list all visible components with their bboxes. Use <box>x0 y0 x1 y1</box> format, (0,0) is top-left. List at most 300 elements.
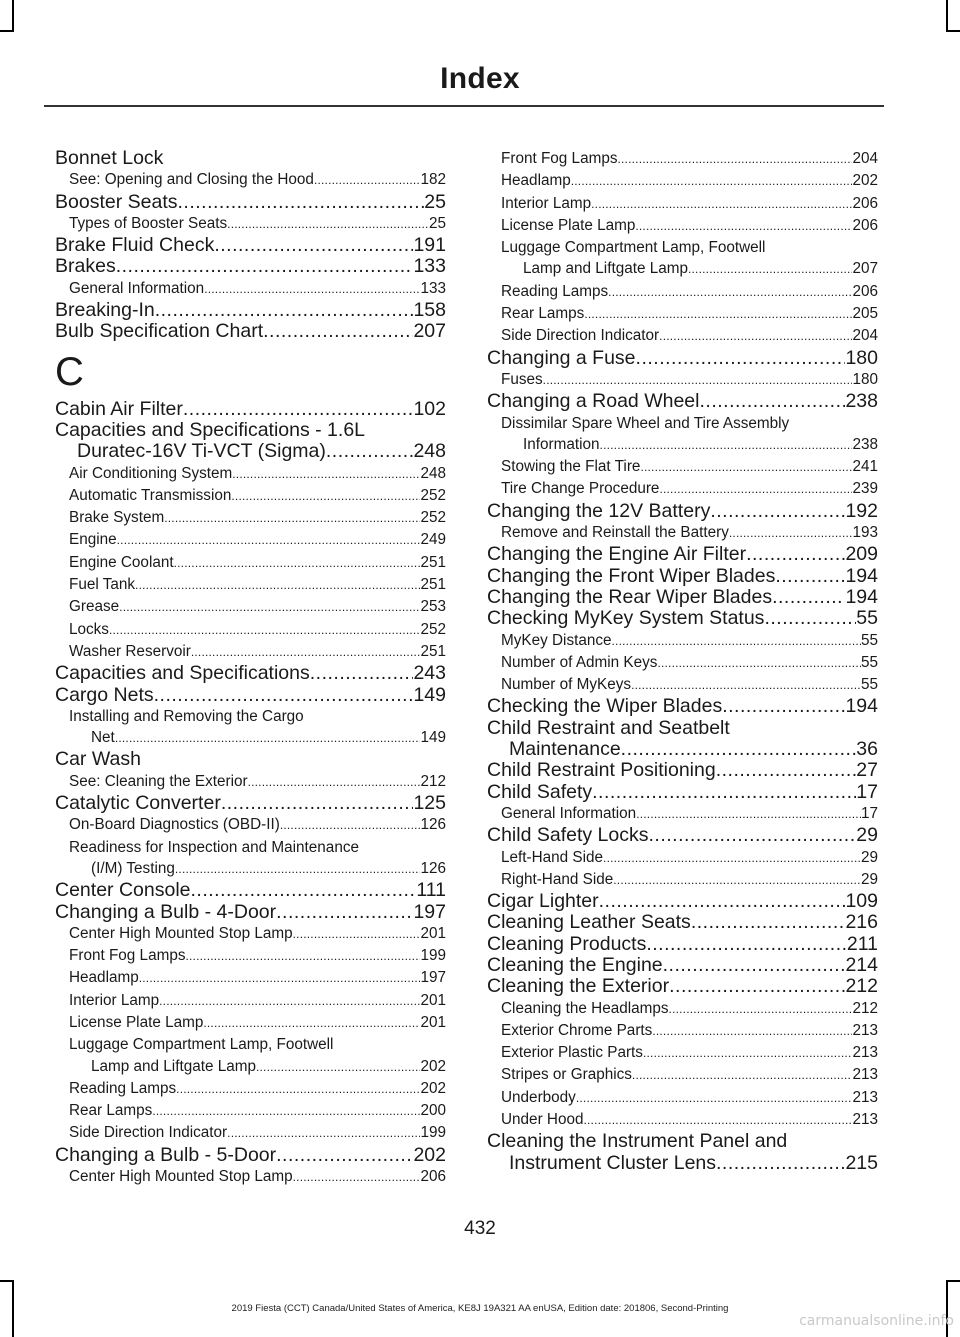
page-reference[interactable]: 29 <box>860 848 878 866</box>
dot-leader <box>310 663 414 684</box>
dot-leader <box>571 171 853 192</box>
dot-leader <box>688 259 852 280</box>
entry-label: Child Safety <box>487 780 593 803</box>
page-title: Index <box>440 62 520 95</box>
page-reference[interactable]: 199 <box>420 1124 446 1142</box>
entry-label: Reading Lamps <box>69 1079 177 1097</box>
page-reference[interactable]: 55 <box>856 607 878 630</box>
index-subentry[interactable] <box>55 945 446 967</box>
dot-leader <box>599 891 846 912</box>
page-reference[interactable]: 55 <box>860 631 878 649</box>
dot-leader <box>232 464 420 485</box>
page-reference[interactable]: 213 <box>852 1021 878 1039</box>
page-reference[interactable]: 249 <box>420 531 446 549</box>
index-subentry[interactable] <box>55 1122 446 1144</box>
page-reference[interactable]: 214 <box>845 953 878 976</box>
index-subentry[interactable] <box>487 1087 878 1109</box>
page-reference[interactable]: 204 <box>852 150 878 167</box>
index-entry[interactable] <box>55 321 446 342</box>
dot-leader <box>775 566 845 587</box>
entry-label: Changing the Engine Air Filter <box>487 543 747 566</box>
dot-leader <box>191 880 417 901</box>
entry-label: Changing a Bulb - 5-Door <box>55 1143 277 1166</box>
entry-label: Checking MyKey System Status <box>487 607 765 630</box>
dot-leader <box>617 149 852 170</box>
dot-leader <box>154 685 414 706</box>
page-reference[interactable]: 36 <box>856 738 878 761</box>
page-reference[interactable]: 205 <box>852 305 878 323</box>
index-subentry[interactable] <box>55 771 446 793</box>
dot-leader <box>185 946 420 967</box>
page-reference[interactable]: 182 <box>420 171 446 189</box>
page-reference[interactable]: 202 <box>420 1079 446 1097</box>
entry-label: On-Board Diagnostics (OBD-II) <box>69 816 280 834</box>
index-entry[interactable] <box>55 685 446 706</box>
dot-leader <box>293 1167 421 1188</box>
entry-label: Maintenance <box>509 738 621 761</box>
dot-leader <box>221 793 414 814</box>
page-reference[interactable]: 27 <box>856 759 878 782</box>
entry-label: Locks <box>69 620 109 638</box>
entry-label: Information <box>523 435 600 453</box>
entry-label: Checking the Wiper Blades <box>487 695 723 718</box>
index-subentry[interactable] <box>55 278 446 300</box>
entry-label: Catalytic Converter <box>55 792 221 815</box>
index-subentry[interactable] <box>487 803 878 825</box>
page-reference[interactable]: 238 <box>852 435 878 453</box>
dot-leader <box>214 235 413 256</box>
index-subentry[interactable] <box>487 847 878 869</box>
index-subentry[interactable] <box>55 1166 446 1188</box>
page-reference[interactable]: 207 <box>852 260 878 278</box>
index-subentry[interactable] <box>55 1078 446 1100</box>
dot-leader <box>659 326 852 347</box>
dot-leader <box>643 1043 853 1064</box>
dot-leader <box>608 282 852 303</box>
entry-label: Bonnet Lock <box>55 147 164 169</box>
entry-label: Installing and Removing the Cargo <box>69 707 304 725</box>
index-subentry[interactable] <box>55 619 446 641</box>
page-reference[interactable]: 211 <box>846 932 878 955</box>
dot-leader <box>256 1057 420 1078</box>
entry-label: Rear Lamps <box>501 305 585 323</box>
dot-leader <box>276 1145 413 1166</box>
entry-label: Front Fog Lamps <box>69 947 186 965</box>
dot-leader <box>204 279 420 300</box>
entry-label: Grease <box>69 598 120 616</box>
index-entry[interactable] <box>487 501 878 522</box>
index-entry[interactable] <box>55 880 446 901</box>
index-subentry[interactable] <box>487 170 878 192</box>
index-entry[interactable] <box>55 192 446 213</box>
index-subentry[interactable] <box>55 213 446 235</box>
entry-label: Cleaning the Instrument Panel and <box>487 1130 788 1153</box>
footer-edition-info: 2019 Fiesta (CCT) Canada/United States of America, KE8J 19A321 AA enUSA, Edition date: 201806, Second-Printing <box>231 1303 729 1314</box>
index-subentry[interactable] <box>487 148 878 170</box>
dot-leader <box>722 696 845 717</box>
page-reference[interactable]: 102 <box>413 397 446 420</box>
index-subentry[interactable] <box>487 325 878 347</box>
index-subentry[interactable] <box>487 369 878 391</box>
page-reference[interactable]: 194 <box>845 585 878 608</box>
dot-leader <box>631 675 861 696</box>
index-subentry[interactable] <box>55 1100 446 1122</box>
page-reference[interactable]: 133 <box>413 255 446 278</box>
crop-mark-bottom-right-h <box>946 1280 960 1282</box>
index-subentry[interactable] <box>487 1064 878 1086</box>
index-entry[interactable] <box>487 587 878 608</box>
index-subentry[interactable] <box>55 641 446 663</box>
page-reference[interactable]: 199 <box>420 947 446 965</box>
crop-mark-top-right-h <box>946 30 960 32</box>
index-subentry[interactable] <box>487 630 878 652</box>
index-subentry[interactable] <box>55 923 446 945</box>
dot-leader <box>164 508 420 529</box>
index-subentry[interactable] <box>55 574 446 596</box>
dot-leader <box>612 631 861 652</box>
entry-label: Brakes <box>55 255 116 278</box>
index-entry[interactable] <box>55 256 446 277</box>
index-subentry[interactable] <box>55 485 446 507</box>
entry-label: Fuses <box>501 370 543 388</box>
page-reference[interactable]: 251 <box>420 553 446 571</box>
index-entry[interactable] <box>487 782 878 803</box>
index-entry[interactable] <box>55 399 446 420</box>
dot-leader <box>576 1088 853 1109</box>
entry-label: Changing the Front Wiper Blades <box>487 564 776 587</box>
page-reference[interactable]: 238 <box>845 390 878 413</box>
index-subentry[interactable] <box>487 215 878 237</box>
index-subentry[interactable] <box>487 478 878 500</box>
page-reference[interactable]: 191 <box>413 234 446 257</box>
index-entry[interactable] <box>487 955 878 976</box>
page-reference[interactable]: 29 <box>856 824 878 847</box>
index-entry[interactable] <box>487 912 878 933</box>
index-entry[interactable] <box>487 718 878 761</box>
dot-leader <box>248 772 421 793</box>
entry-label: Center High Mounted Stop Lamp <box>69 1168 293 1186</box>
page-reference[interactable]: 158 <box>413 299 446 322</box>
index-subentry[interactable] <box>487 1109 878 1131</box>
dot-leader <box>183 399 414 420</box>
dot-leader <box>293 924 421 945</box>
page-reference[interactable]: 55 <box>860 676 878 694</box>
page-reference[interactable]: 111 <box>416 879 446 902</box>
entry-label: Reading Lamps <box>501 282 609 300</box>
dot-leader <box>117 530 421 551</box>
page-reference[interactable]: 212 <box>420 772 446 790</box>
entry-label: Tire Change Procedure <box>501 480 660 498</box>
page-reference[interactable]: 253 <box>420 598 446 616</box>
page-reference[interactable]: 206 <box>852 216 878 234</box>
page-reference[interactable]: 239 <box>852 480 878 498</box>
index-subentry[interactable] <box>55 169 446 191</box>
index-entry[interactable] <box>487 608 878 629</box>
index-subentry[interactable] <box>487 193 878 215</box>
page-reference[interactable]: 213 <box>852 1044 878 1062</box>
dot-leader <box>657 653 861 674</box>
page-reference[interactable]: 204 <box>852 327 878 345</box>
index-subentry[interactable] <box>55 529 446 551</box>
entry-label: Car Wash <box>55 748 141 771</box>
index-column-left <box>55 148 446 1188</box>
index-subentry[interactable] <box>55 1012 446 1034</box>
page-reference[interactable]: 207 <box>413 320 446 343</box>
dot-leader <box>135 575 420 596</box>
page-reference[interactable]: 251 <box>420 642 446 660</box>
entry-label: Engine <box>69 531 117 549</box>
dot-leader <box>326 441 414 462</box>
page-reference[interactable]: 149 <box>413 683 446 706</box>
index-entry[interactable] <box>487 825 878 846</box>
page-reference[interactable]: 126 <box>420 816 446 834</box>
entry-label: Luggage Compartment Lamp, Footwell <box>501 239 766 257</box>
dot-leader <box>159 991 420 1012</box>
dot-leader <box>119 597 420 618</box>
page-reference[interactable]: 215 <box>845 1151 878 1174</box>
dot-leader <box>591 194 852 215</box>
dot-leader <box>699 391 845 412</box>
index-subentry[interactable] <box>55 814 446 836</box>
page-reference[interactable]: 213 <box>852 1088 878 1106</box>
dot-leader <box>635 216 852 237</box>
entry-label: Air Conditioning System <box>69 464 233 482</box>
index-subentry[interactable] <box>487 1020 878 1042</box>
page-reference[interactable]: 252 <box>420 509 446 527</box>
index-entry[interactable] <box>55 420 446 463</box>
page-reference[interactable]: 252 <box>420 620 446 638</box>
entry-label: Interior Lamp <box>69 991 160 1009</box>
dot-leader <box>583 1110 852 1131</box>
page-reference[interactable]: 241 <box>852 458 878 476</box>
entry-label: Front Fog Lamps <box>501 150 618 167</box>
index-column-right <box>487 148 878 1174</box>
page-reference[interactable]: 149 <box>420 729 446 747</box>
dot-leader <box>652 1021 852 1042</box>
entry-label: Brake System <box>69 509 165 527</box>
entry-label: Center High Mounted Stop Lamp <box>69 924 293 942</box>
page-reference[interactable]: 197 <box>420 969 446 987</box>
index-subentry[interactable] <box>55 990 446 1012</box>
page-reference[interactable]: 201 <box>420 991 446 1009</box>
entry-label: Child Restraint Positioning <box>487 759 716 782</box>
index-entry[interactable] <box>55 902 446 923</box>
index-subentry[interactable] <box>55 967 446 989</box>
index-subentry[interactable] <box>487 652 878 674</box>
entry-label: Luggage Compartment Lamp, Footwell <box>69 1036 334 1054</box>
index-entry[interactable] <box>487 760 878 781</box>
dot-leader <box>669 976 845 997</box>
dot-leader <box>746 544 845 565</box>
page-reference[interactable]: 201 <box>420 1013 446 1031</box>
dot-leader <box>772 587 845 608</box>
index-subentry[interactable] <box>487 237 878 281</box>
dot-leader <box>636 804 861 825</box>
crop-mark-top-right <box>946 0 948 32</box>
index-subentry[interactable] <box>487 456 878 478</box>
page-number: 432 <box>464 1218 496 1239</box>
index-entry[interactable] <box>55 793 446 814</box>
index-subentry[interactable] <box>55 706 446 750</box>
entry-label: Capacities and Specifications <box>55 662 310 685</box>
entry-label: Stripes or Graphics <box>501 1066 632 1084</box>
page-reference[interactable]: 194 <box>845 695 878 718</box>
entry-label: Headlamp <box>501 172 571 190</box>
page-reference[interactable]: 251 <box>420 576 446 594</box>
page-reference[interactable]: 206 <box>852 282 878 300</box>
index-subentry[interactable] <box>55 552 446 574</box>
entry-label: Exterior Chrome Parts <box>501 1021 653 1039</box>
entry-label: Exterior Plastic Parts <box>501 1044 643 1062</box>
index-subentry[interactable] <box>487 281 878 303</box>
entry-label: Cleaning Products <box>487 932 647 955</box>
page-reference[interactable]: 192 <box>845 499 878 522</box>
index-entry[interactable] <box>487 976 878 997</box>
entry-label: Cabin Air Filter <box>55 397 183 420</box>
page-reference[interactable]: 17 <box>856 780 878 803</box>
entry-label: Engine Coolant <box>69 553 174 571</box>
index-entry[interactable] <box>55 300 446 321</box>
entry-label: Washer Reservoir <box>69 642 191 660</box>
entry-label: Lamp and Liftgate Lamp <box>91 1057 256 1075</box>
page-reference[interactable]: 202 <box>420 1057 446 1075</box>
index-subentry[interactable] <box>487 674 878 696</box>
page-reference[interactable]: 213 <box>852 1111 878 1129</box>
index-subentry[interactable] <box>55 837 446 881</box>
entry-label: Lamp and Liftgate Lamp <box>523 260 688 278</box>
entry-label: Number of Admin Keys <box>501 653 658 671</box>
entry-label: Automatic Transmission <box>69 486 232 504</box>
index-entry[interactable] <box>487 934 878 955</box>
page-reference[interactable]: 200 <box>420 1102 446 1120</box>
dot-leader <box>603 848 861 869</box>
dot-leader <box>176 1079 420 1100</box>
index-entry[interactable] <box>487 544 878 565</box>
index-entry[interactable] <box>55 1145 446 1166</box>
dot-leader <box>649 825 857 846</box>
entry-label: Side Direction Indicator <box>501 327 660 345</box>
page-reference[interactable]: 126 <box>420 859 446 877</box>
entry-label: Changing the Rear Wiper Blades <box>487 585 773 608</box>
index-entry[interactable] <box>487 891 878 912</box>
page-reference[interactable]: 193 <box>852 524 878 542</box>
page-reference[interactable]: 197 <box>413 900 446 923</box>
entry-label: Under Hood <box>501 1111 584 1129</box>
page-reference[interactable]: 109 <box>845 890 878 913</box>
dot-leader <box>632 1065 853 1086</box>
header-divider <box>44 105 884 107</box>
page-reference[interactable]: 194 <box>845 564 878 587</box>
dot-leader <box>543 370 853 391</box>
index-entry[interactable] <box>55 148 446 169</box>
entry-label: Cigar Lighter <box>487 890 599 913</box>
crop-mark-top-left <box>12 0 14 32</box>
dot-leader <box>109 620 421 641</box>
entry-label: Capacities and Specifications - 1.6L <box>55 418 366 441</box>
page-reference[interactable]: 202 <box>413 1143 446 1166</box>
dot-leader <box>716 1153 845 1174</box>
page-reference[interactable]: 180 <box>852 370 878 388</box>
dot-leader <box>191 642 421 663</box>
page-reference[interactable]: 206 <box>852 194 878 212</box>
entry-label: Stowing the Flat Tire <box>501 458 641 476</box>
index-subentry[interactable] <box>487 303 878 325</box>
index-subentry[interactable] <box>55 1034 446 1078</box>
dot-leader <box>716 760 857 781</box>
index-subentry[interactable] <box>55 507 446 529</box>
page-reference[interactable]: 133 <box>420 279 446 297</box>
page-reference[interactable]: 216 <box>845 911 878 934</box>
entry-label: Changing a Fuse <box>487 346 636 369</box>
index-subentry[interactable] <box>55 596 446 618</box>
page-reference[interactable]: 202 <box>852 172 878 190</box>
page-reference[interactable]: 25 <box>424 190 446 213</box>
page-reference[interactable]: 125 <box>413 792 446 815</box>
page-reference[interactable]: 212 <box>845 975 878 998</box>
page-reference[interactable]: 212 <box>852 999 878 1017</box>
index-subentry[interactable] <box>487 869 878 891</box>
dot-leader <box>600 435 853 456</box>
dot-leader <box>314 170 421 191</box>
page-reference[interactable]: 252 <box>420 486 446 504</box>
entry-label: Child Restraint and Seatbelt <box>487 716 730 739</box>
page-reference[interactable]: 243 <box>413 662 446 685</box>
entry-label: Brake Fluid Check <box>55 234 215 257</box>
index-entry[interactable] <box>487 391 878 412</box>
dot-leader <box>636 348 846 369</box>
page-reference[interactable]: 55 <box>860 653 878 671</box>
page-reference[interactable]: 201 <box>420 924 446 942</box>
entry-label: Left-Hand Side <box>501 848 604 866</box>
dot-leader <box>115 728 421 749</box>
page-reference[interactable]: 29 <box>860 870 878 888</box>
dot-leader <box>155 300 414 321</box>
entry-label: General Information <box>69 279 205 297</box>
page-reference[interactable]: 17 <box>860 804 878 822</box>
index-entry[interactable] <box>487 1131 878 1174</box>
index-subentry[interactable] <box>487 522 878 544</box>
entry-label: Cleaning the Engine <box>487 953 663 976</box>
entry-label: Child Safety Locks <box>487 824 649 847</box>
page-reference[interactable]: 206 <box>420 1168 446 1186</box>
page-reference[interactable]: 209 <box>845 543 878 566</box>
page-reference[interactable]: 248 <box>413 440 446 463</box>
dot-leader <box>663 955 846 976</box>
index-subentry[interactable] <box>487 998 878 1020</box>
index-entry[interactable] <box>55 663 446 684</box>
entry-label: Cleaning Leather Seats <box>487 911 691 934</box>
index-entry[interactable] <box>487 566 878 587</box>
entry-label: General Information <box>501 804 637 822</box>
entry-label: Booster Seats <box>55 190 178 213</box>
index-subentry[interactable] <box>55 463 446 485</box>
page-reference[interactable]: 213 <box>852 1066 878 1084</box>
index-entry[interactable] <box>55 235 446 256</box>
dot-leader <box>227 1123 420 1144</box>
page-reference[interactable]: 180 <box>845 346 878 369</box>
dot-leader <box>203 1013 420 1034</box>
index-entry[interactable] <box>55 749 446 770</box>
dot-leader <box>280 815 421 836</box>
page-reference[interactable]: 25 <box>428 214 446 232</box>
index-subentry[interactable] <box>487 413 878 457</box>
page-reference[interactable]: 248 <box>420 464 446 482</box>
entry-label: Side Direction Indicator <box>69 1124 228 1142</box>
index-entry[interactable] <box>487 348 878 369</box>
index-subentry[interactable] <box>487 1042 878 1064</box>
dot-leader <box>729 523 853 544</box>
index-entry[interactable] <box>487 696 878 717</box>
